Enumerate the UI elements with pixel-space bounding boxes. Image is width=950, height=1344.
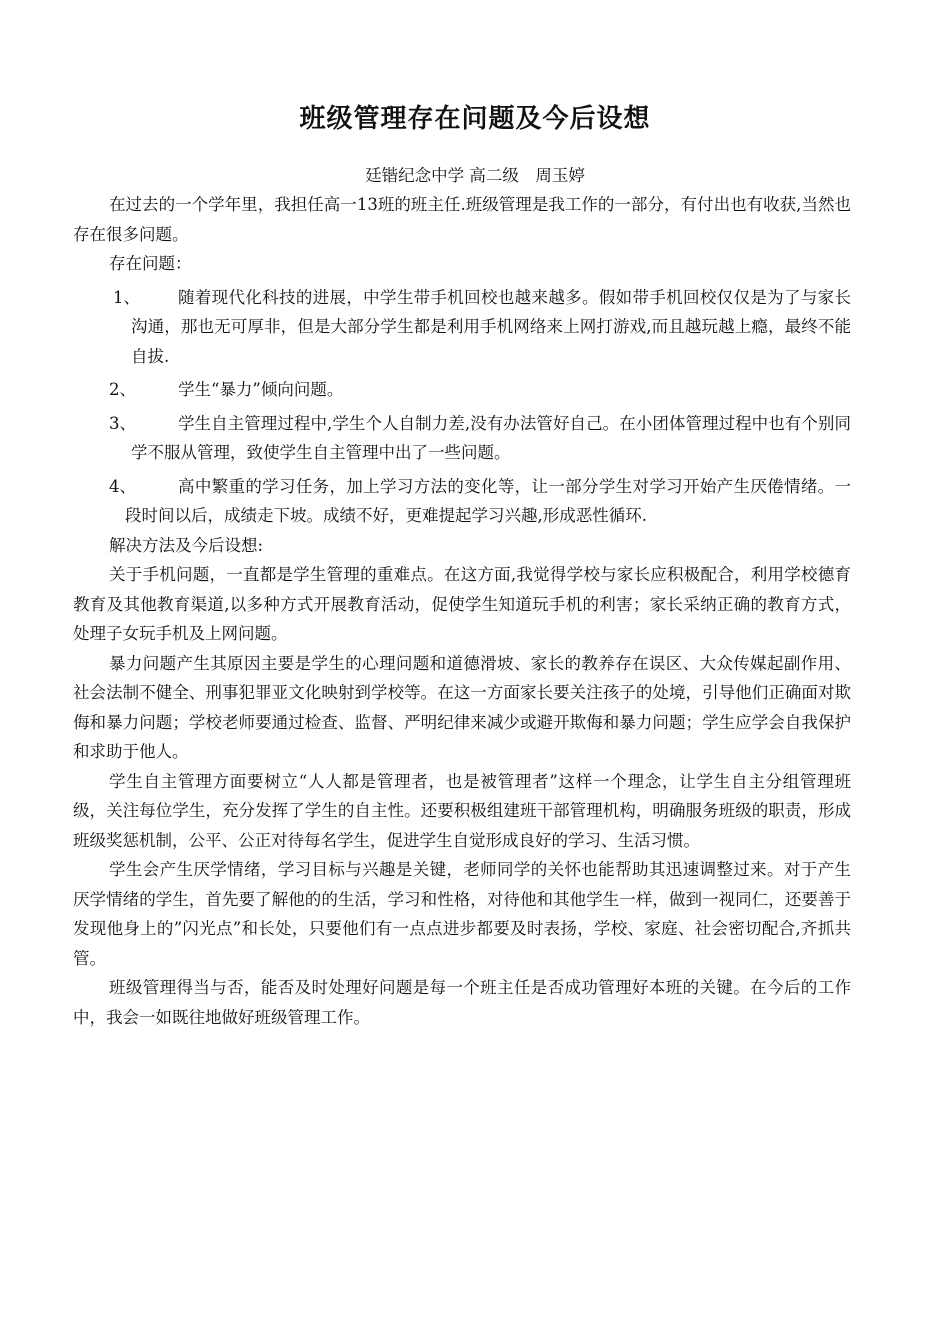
solutions-heading: 解决方法及今后设想: <box>109 535 264 555</box>
problem-text: 学生“暴力”倾向问题。 <box>178 380 344 399</box>
problem-number: 3、 <box>109 413 136 433</box>
problem-number: 1、 <box>113 287 140 307</box>
solution-paragraph-phone: 关于手机问题，一直都是学生管理的重难点。在这方面,我觉得学校与家长应积极配合，利用学校德育教育及其他教育渠道,以多种方式开展教育活动，促使学生知道玩手机的利害；家长采纳正确的教育方式，处理子女玩手机及上网问题。 <box>73 565 851 643</box>
problem-text: 学生自主管理过程中,学生个人自制力差,没有办法管好自己。在小团体管理过程中也有个别同学不服从管理，致使学生自主管理中出了一些问题。 <box>131 413 851 462</box>
solution-paragraph-self-management: 学生自主管理方面要树立“人人都是管理者，也是被管理者”这样一个理念，让学生自主分组管理班级，关注每位学生，充分发挥了学生的自主性。还要积极组建班干部管理机构，明确服务班级的职责，形成班级奖惩机制，公平、公正对待每名学生，促进学生自觉形成良好的学习、生活习惯。 <box>73 771 851 850</box>
problem-text: 高中繁重的学习任务，加上学习方法的变化等，让一部分学生对学习开始产生厌倦情绪。一段时间以后，成绩走下坡。成绩不好，更难提起学习兴趣,形成恶性循环. <box>125 476 851 525</box>
problem-item-2 <box>73 375 851 405</box>
intro-paragraph: 在过去的一个学年里，我担任高一13班的班主任.班级管理是我工作的一部分，有付出也有收获,当然也存在很多问题。 <box>73 195 851 244</box>
conclusion-paragraph: 班级管理得当与否，能否及时处理好问题是每一个班主任是否成功管理好本班的关键。在今后的工作中，我会一如既往地做好班级管理工作。 <box>73 978 851 1027</box>
problem-text: 随着现代化科技的进展，中学生带手机回校也越来越多。假如带手机回校仅仅是为了与家长沟通，那也无可厚非，但是大部分学生都是利用手机网络来上网打游戏,而且越玩越上瘾，最终不能自拔. <box>131 287 851 366</box>
problems-heading: 存在问题： <box>109 254 192 273</box>
problem-number: 4、 <box>109 476 136 496</box>
problem-item-3 <box>73 409 851 468</box>
document-body <box>73 190 851 1032</box>
problem-item-1 <box>73 283 851 372</box>
solution-paragraph-study-aversion: 学生会产生厌学情绪，学习目标与兴趣是关键，老师同学的关怀也能帮助其迅速调整过来。对于产生厌学情绪的学生，首先要了解他的的生活，学习和性格，对待他和其他学生一样，做到一视同仁，还要善于发现他身上的”闪光点”和长处，只要他们有一点点进步都要及时表扬，学校、家庭、社会密切配合,齐抓共管。 <box>73 860 851 968</box>
page-title: 班级管理存在问题及今后设想 <box>299 104 651 134</box>
problem-number: 2、 <box>109 380 136 399</box>
author-byline: 廷锴纪念中学 高二级 周玉婷 <box>365 166 585 185</box>
problem-item-4 <box>73 472 851 531</box>
solution-paragraph-violence: 暴力问题产生其原因主要是学生的心理问题和道德滑坡、家长的教养存在误区、大众传媒起副作用、社会法制不健全、刑事犯罪亚文化映射到学校等。在这一方面家长要关注孩子的处境，引导他们正确面对欺侮和暴力问题；学校老师要通过检查、监督、严明纪律来减少或避开欺侮和暴力问题；学生应学会自我保护和求助于他人。 <box>73 653 851 761</box>
